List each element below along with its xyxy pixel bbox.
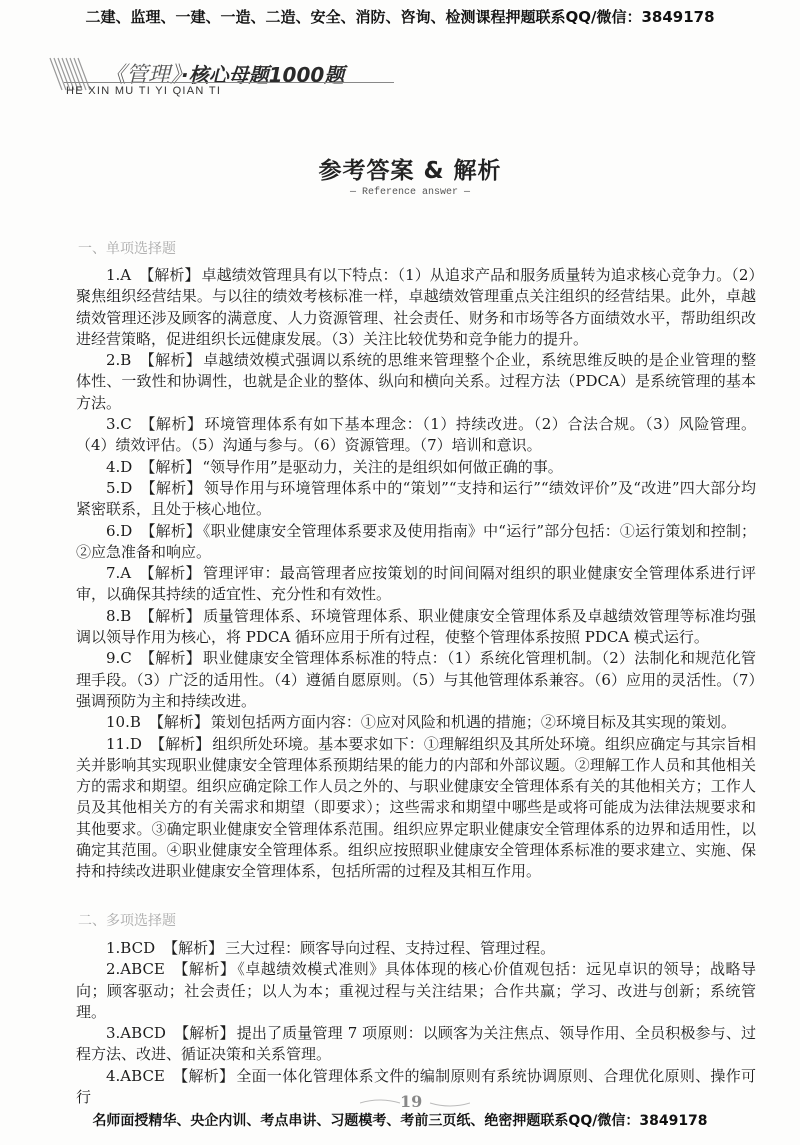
bottom-banner: 名师面授精华、央企内训、考点串讲、习题模考、考前三页纸、绝密押题联系QQ/微信：3849178 <box>92 1113 708 1129</box>
analysis-tag: 【解析】 <box>172 960 236 979</box>
answer-item <box>76 414 756 457</box>
answer-item <box>76 938 756 959</box>
analysis-tag: 【解析】 <box>139 649 201 668</box>
answer-number: 7.A <box>106 564 132 583</box>
answer-number: 3.C <box>106 415 132 434</box>
analysis-tag: 【解析】 <box>139 415 203 434</box>
answer-number: 8.B <box>106 606 132 625</box>
answer-item <box>76 521 756 564</box>
answer-item <box>76 734 756 883</box>
answer-number: 1.BCD <box>106 939 156 957</box>
part1-answer-list <box>76 265 756 883</box>
part2-heading: 二、多项选择题 <box>78 913 176 929</box>
answer-text: 策划包括两方面内容：①应对风险和机遇的措施；②环境目标及其实现的策划。 <box>210 713 736 732</box>
answer-text: 提出了质量管理 7 项原则：以顾客为关注焦点、领导作用、全员积极参与、过程方法、改进、循证决策和关系管理。 <box>76 1024 756 1064</box>
analysis-tag: 【解析】 <box>140 457 201 476</box>
answer-text: 卓越绩效模式强调以系统的思维来管理整个企业，系统思维反映的是企业管理的整体性、一致性和协调性，也就是企业的整体、纵向和横向关系。过程方法（PDCA）是系统管理的基本方法。 <box>76 351 756 412</box>
answer-number: 10.B <box>106 713 141 732</box>
book-title-sub: ·核心母题1000题 <box>181 63 345 87</box>
analysis-tag: 【解析】 <box>172 1066 235 1085</box>
answer-number: 6.D <box>106 521 133 540</box>
analysis-tag: 【解析】 <box>139 266 200 284</box>
answer-text: 三大过程：顾客导向过程、支持过程、管理过程。 <box>225 939 556 957</box>
answer-number: 2.B <box>106 351 132 370</box>
book-pinyin: HE XIN MU TI YI QIAN TI <box>66 85 222 97</box>
top-banner: 二建、监理、一建、一造、二造、安全、消防、咨询、检测课程押题联系QQ/微信：3849178 <box>85 8 715 26</box>
section-subtitle: — Reference answer — <box>349 187 471 198</box>
book-title-main: 《管理》 <box>104 63 182 88</box>
answer-text: 卓越绩效管理具有以下特点：（1）从追求产品和服务质量转为追求核心竞争力。（2）聚焦组织经营结果。与以往的绩效考核标准一样，卓越绩效管理重点关注组织的经营结果。此外，卓越绩效管理还涉及顾客的满意度、人力资源管理、社会责任、财务和市场等各方面绩效水平，帮助组织改进经营策略，促进组织长远健康发展。（3）关注比较优势和竞争能力的提升。 <box>76 266 756 348</box>
answer-item <box>76 959 756 1023</box>
section-title: 参考答案 & 解析 <box>318 158 502 184</box>
answer-text: 职业健康安全管理体系标准的特点：（1）系统化管理机制。（2）法制化和规范化管理手段。（3）广泛的适用性。（4）遵循自愿原则。（5）与其他管理体系兼容。（6）应用的灵活性。（7）强调预防为主和持续改进。 <box>76 649 756 710</box>
answer-number: 5.D <box>106 478 133 497</box>
header-divider <box>64 82 394 83</box>
answer-item <box>76 1023 756 1066</box>
analysis-tag: 【解析】 <box>163 939 224 957</box>
answer-text: 《卓越绩效模式准则》具体体现的核心价值观包括：远见卓识的领导；战略导向；顾客驱动；社会责任；以人为本；重视过程与关注结果；合作共赢；学习、改进与创新；系统管理。 <box>76 960 756 1021</box>
answer-text: 组织所处环境。基本要求如下：①理解组织及其所处环境。组织应确定与其宗旨相关并影响其实现职业健康安全管理体系预期结果的能力的内部和外部议题。②理解工作人员和其他相关方的需求和期望。组织应确定除工作人员之外的、与职业健康安全管理体系有关的其他相关方；工作人员及其他相关方的有关需求和期望（即要求）；这些需求和期望中哪些是或将可能成为法律法规要求和其他要求。③确定职业健康安全管理体系范围。组织应界定职业健康安全管理体系的边界和适用性，以确定其范围。④职业健康安全管理体系。组织应按照职业健康安全管理体系标准的要求建立、实施、保持和持续改进职业健康安全管理体系，包括所需的过程及其相互作用。 <box>76 734 756 881</box>
analysis-tag: 【解析】 <box>140 478 202 497</box>
page-number: 19 <box>400 1092 423 1111</box>
analysis-tag: 【解析】 <box>139 606 202 625</box>
answer-item <box>76 606 756 649</box>
answer-number: 4.D <box>106 457 133 476</box>
answer-text: 环境管理体系有如下基本理念：（1）持续改进。（2）合法合规。（3）风险管理。（4）绩效评估。（5）沟通与参与。（6）资源管理。（7）培训和意识。 <box>76 415 756 455</box>
answer-text: 《职业健康安全管理体系要求及使用指南》中“运行”部分包括：①运行策划和控制；②应急准备和响应。 <box>76 521 756 561</box>
analysis-tag: 【解析】 <box>139 351 202 370</box>
answer-number: 2.ABCE <box>106 960 165 979</box>
answer-number: 3.ABCD <box>106 1024 166 1043</box>
answer-text: 质量管理体系、环境管理体系、职业健康安全管理体系及卓越绩效管理等标准均强调以领导作用为核心，将 PDCA 循环应用于所有过程，使整个管理体系按照 PDCA 模式运行。 <box>76 606 756 647</box>
answer-item <box>76 648 756 712</box>
analysis-tag: 【解析】 <box>173 1024 235 1043</box>
part2-answer-list <box>76 938 756 1108</box>
answer-text: 全面一体化管理体系文件的编制原则有系统协调原则、合理优化原则、操作可行 <box>76 1066 756 1107</box>
part1-heading: 一、单项选择题 <box>78 241 176 257</box>
answer-item <box>76 265 756 350</box>
answer-number: 9.C <box>106 649 132 668</box>
analysis-tag: 【解析】 <box>149 734 211 753</box>
answer-item <box>76 712 756 733</box>
answer-item <box>76 457 756 478</box>
answer-item <box>76 563 756 606</box>
answer-item <box>76 478 756 521</box>
answer-item <box>76 350 756 414</box>
answer-text: “领导作用”是驱动力，关注的是组织如何做正确的事。 <box>202 457 563 476</box>
analysis-tag: 【解析】 <box>139 564 202 583</box>
analysis-tag: 【解析】 <box>140 521 202 540</box>
analysis-tag: 【解析】 <box>148 713 209 732</box>
answer-number: 11.D <box>106 734 142 753</box>
answer-text: 领导作用与环境管理体系中的“策划”“支持和运行”“绩效评价”及“改进”四大部分均紧密联系，且处于核心地位。 <box>76 478 756 519</box>
answer-number: 1.A <box>106 266 132 284</box>
answer-text: 管理评审：最高管理者应按策划的时间间隔对组织的职业健康安全管理体系进行评审，以确保其持续的适宜性、充分性和有效性。 <box>76 564 756 604</box>
answer-number: 4.ABCE <box>106 1066 165 1085</box>
book-header <box>44 52 404 102</box>
